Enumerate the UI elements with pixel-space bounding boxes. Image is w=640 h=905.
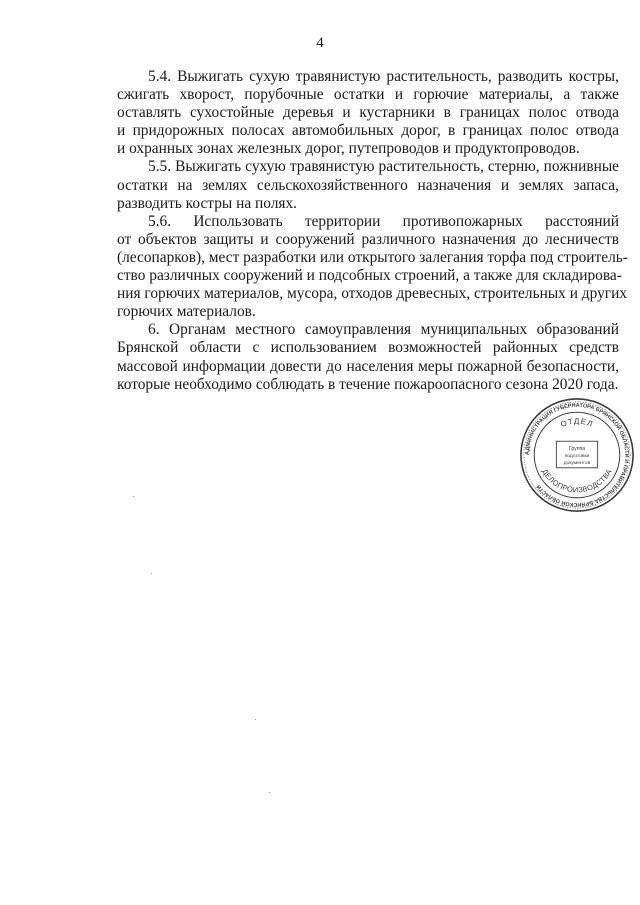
text-line: которые необходимо соблюдать в течение пожароопасного сезона 2020 года. — [117, 375, 619, 393]
svg-text:ДЕЛОПРОИЗВОДСТВА — [540, 467, 614, 494]
text-line: 6. Органам местного самоуправления муниципальных образований — [148, 321, 619, 339]
scan-speck — [151, 573, 152, 574]
stamp-bottom-word: ДЕЛОПРОИЗВОДСТВА — [540, 467, 614, 495]
stamp-center-line-2: подготовки — [564, 453, 590, 459]
text-line: и придорожных полосах автомобильных дорог, в границах полос отвода — [117, 122, 619, 140]
paragraph-5-5 — [117, 158, 619, 212]
text-line: разводить костры на полях. — [117, 194, 298, 212]
scan-speck — [255, 719, 256, 720]
text-line: 5.6. Использовать территории противопожарных расстояний — [148, 212, 619, 230]
text-line: горючих материалов. — [117, 303, 256, 321]
text-line: ния горючих материалов, мусора, отходов древесных, строительных и других — [117, 285, 628, 303]
page-number: 4 — [316, 35, 324, 51]
paragraph-5-4 — [117, 68, 619, 158]
stamp-center-line-1: Группа — [568, 446, 586, 453]
text-line: оставлять сухостойные деревья и кустарники в границах полос отвода — [117, 104, 619, 122]
scan-speck — [269, 792, 270, 793]
paragraph-5-6 — [117, 212, 628, 322]
text-line: сжигать хворост, порубочные остатки и горючие материалы, а также — [117, 86, 619, 104]
stamp-top-word: ОТДЕЛ — [559, 416, 595, 430]
text-line: массовой информации довести до населения меры пожарной безопасности, — [117, 357, 619, 375]
text-line: и охранных зонах железных дорог, путепроводов и продуктопроводов. — [117, 140, 580, 158]
text-line: 5.4. Выжигать сухую травянистую растительность, разводить костры, — [148, 68, 619, 85]
svg-text:ОТДЕЛ — [559, 417, 595, 430]
text-line: ство различных сооружений и подсобных строений, а также для складирова- — [117, 267, 622, 285]
paragraph-6 — [117, 321, 619, 393]
text-line: 5.5. Выжигать сухую травянистую растительность, стерню, пожнивные — [148, 158, 619, 176]
text-line: (лесопарков), мест разработки или открытого залегания торфа под строитель- — [117, 248, 628, 266]
scan-speck — [133, 496, 134, 497]
stamp-center-line-3: документов — [563, 460, 591, 466]
text-line: остатки на землях сельскохозяйственного назначения и землях запаса, — [117, 176, 619, 194]
document-body — [117, 68, 628, 394]
text-line: Брянской области с использованием возможностей районных средств — [117, 339, 619, 357]
stamp-ring-text: АДМИНИСТРАЦИЯ ГУБЕРНАТОРА БРЯНСКОЙ ОБЛАСТИ И ПРАВИТЕЛЬСТВА БРЯНСКОЙ ОБЛАСТИ — [524, 402, 630, 508]
text-line: от объектов защиты и сооружений различного назначения до лесничеств — [117, 230, 619, 248]
office-stamp-seal — [518, 396, 636, 514]
